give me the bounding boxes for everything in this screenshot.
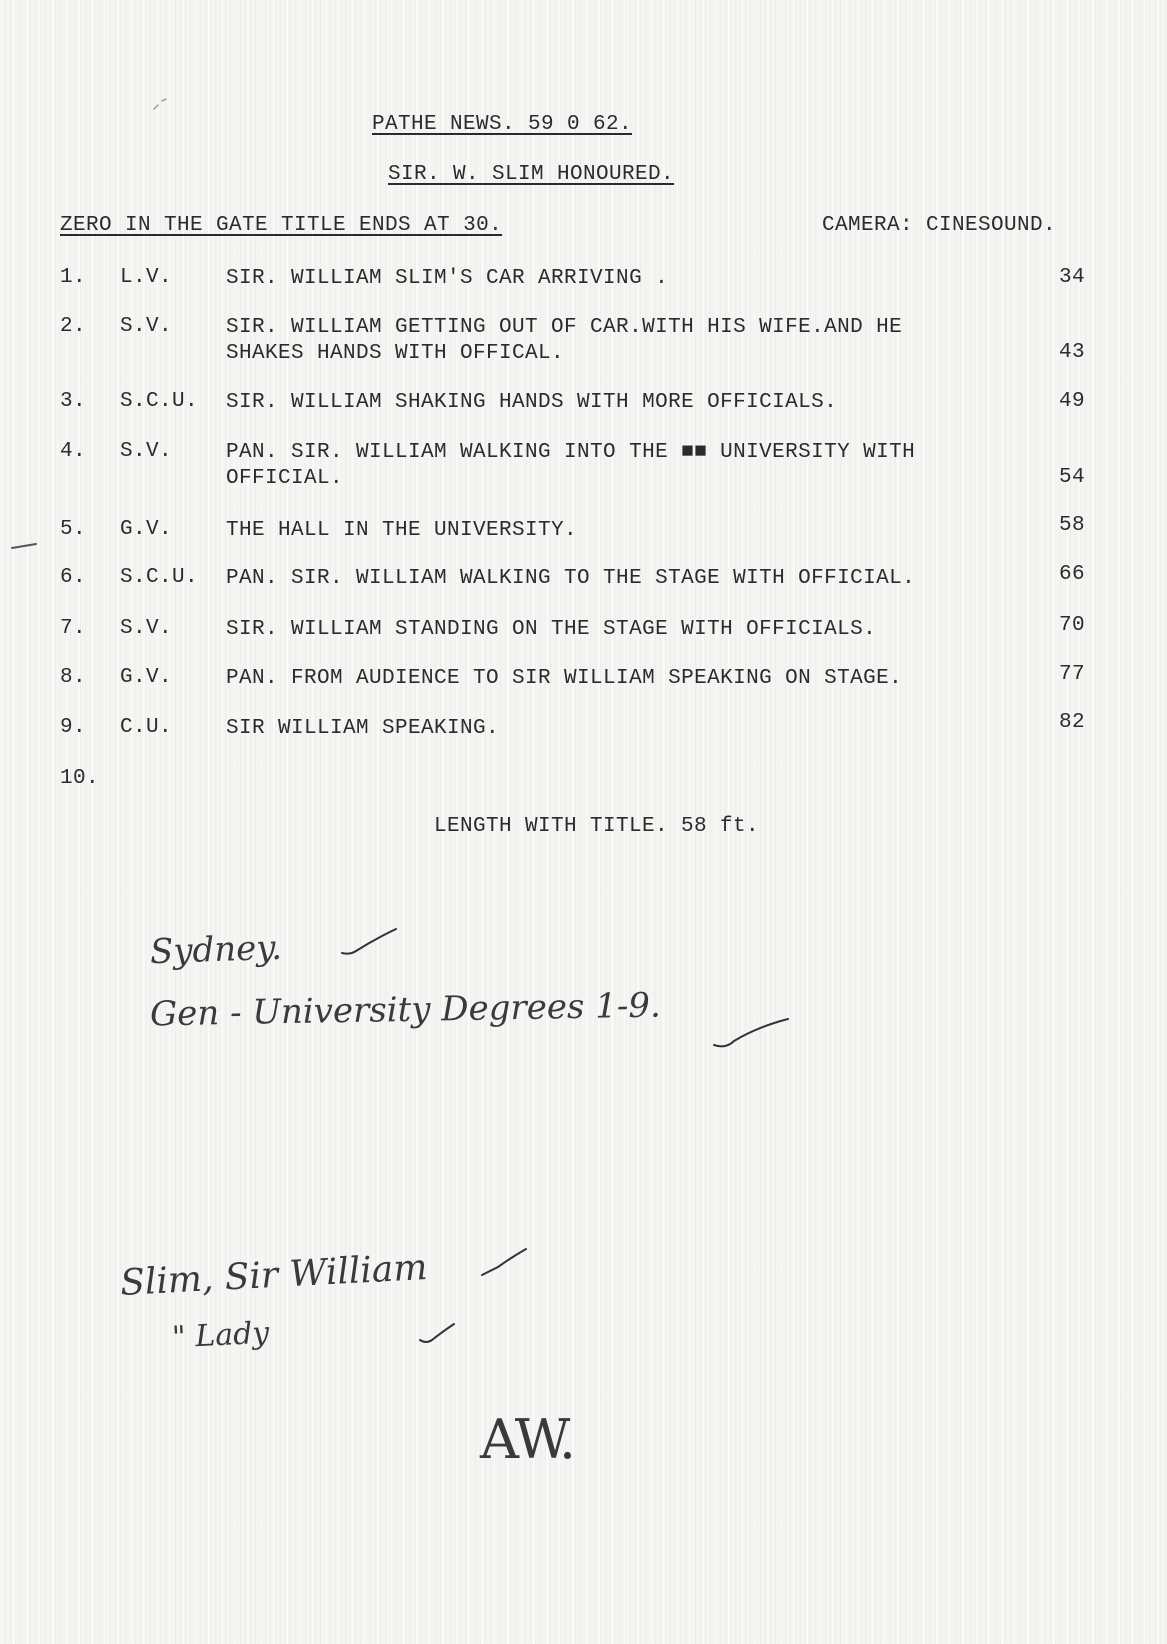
- shot-footage: 77: [1058, 663, 1085, 686]
- shot-description: SIR. WILLIAM SLIM'S CAR ARRIVING .: [226, 267, 669, 290]
- handwritten-note-name-lady: " Lady: [171, 1315, 271, 1356]
- camera-credit: CAMERA: CINESOUND.: [822, 214, 1057, 237]
- shot-description: PAN. SIR. WILLIAM WALKING TO THE STAGE WITH OFFICIAL.: [226, 567, 916, 590]
- zero-in-gate-line: ZERO IN THE GATE TITLE ENDS AT 30.: [60, 214, 503, 237]
- tick-mark-icon: [480, 1245, 530, 1285]
- shot-number: 6.: [60, 566, 87, 589]
- shot-footage: 58: [1058, 514, 1085, 537]
- story-title: SIR. W. SLIM HONOURED.: [388, 163, 675, 186]
- shot-type: G.V.: [120, 666, 173, 689]
- shot-description: PAN. SIR. WILLIAM WALKING INTO THE ■■ UNIVERSITY WITH: [226, 441, 916, 464]
- shot-number: 3.: [60, 390, 87, 413]
- shot-description: SIR. WILLIAM STANDING ON THE STAGE WITH OFFICIALS.: [226, 618, 877, 641]
- shot-number: 5.: [60, 518, 87, 541]
- shot-footage: 34: [1058, 266, 1085, 289]
- shot-type: L.V.: [120, 266, 173, 289]
- shot-type: S.C.U.: [120, 566, 199, 589]
- shot-number: 8.: [60, 666, 87, 689]
- shot-number: 2.: [60, 315, 87, 338]
- shot-footage: 54: [1058, 466, 1085, 489]
- tick-mark-icon: [340, 925, 400, 965]
- tick-mark-icon: [418, 1320, 458, 1350]
- stray-mark-icon: [150, 95, 170, 115]
- tick-mark-icon: [712, 1015, 792, 1055]
- shot-type: S.V.: [120, 440, 173, 463]
- shot-number: 7.: [60, 617, 87, 640]
- shot-footage: 82: [1058, 711, 1085, 734]
- shot-type: S.C.U.: [120, 390, 199, 413]
- shot-type: S.V.: [120, 315, 173, 338]
- shot-description: SIR WILLIAM SPEAKING.: [226, 717, 500, 740]
- shot-footage: 70: [1058, 614, 1085, 637]
- shot-number: 4.: [60, 440, 87, 463]
- handwritten-note-name: Slim, Sir William: [119, 1246, 429, 1305]
- shot-number: 9.: [60, 716, 87, 739]
- shot-description-continued: OFFICIAL.: [226, 467, 344, 490]
- shot-description: SIR. WILLIAM SHAKING HANDS WITH MORE OFFICIALS.: [226, 391, 838, 414]
- handwritten-note-subject: Gen - University Degrees 1-9.: [149, 985, 662, 1035]
- shot-footage: 49: [1058, 390, 1085, 413]
- handwritten-initials: AW.: [480, 1408, 575, 1471]
- shot-type: G.V.: [120, 518, 173, 541]
- handwritten-note-location: Sydney.: [149, 927, 283, 973]
- shot-description: THE HALL IN THE UNIVERSITY.: [226, 519, 578, 542]
- shot-number: 10.: [60, 767, 100, 790]
- shot-description-continued: SHAKES HANDS WITH OFFICAL.: [226, 342, 565, 365]
- shot-number: 1.: [60, 266, 87, 289]
- shot-type: S.V.: [120, 617, 173, 640]
- length-with-title: LENGTH WITH TITLE. 58 ft.: [434, 815, 760, 838]
- shot-description: SIR. WILLIAM GETTING OUT OF CAR.WITH HIS WIFE.AND HE: [226, 316, 903, 339]
- document-title: PATHE NEWS. 59 0 62.: [372, 113, 633, 136]
- shot-description: PAN. FROM AUDIENCE TO SIR WILLIAM SPEAKING ON STAGE.: [226, 667, 903, 690]
- shot-footage: 43: [1058, 341, 1085, 364]
- shot-type: C.U.: [120, 716, 173, 739]
- shot-footage: 66: [1058, 563, 1085, 586]
- stray-mark-icon: [10, 540, 40, 552]
